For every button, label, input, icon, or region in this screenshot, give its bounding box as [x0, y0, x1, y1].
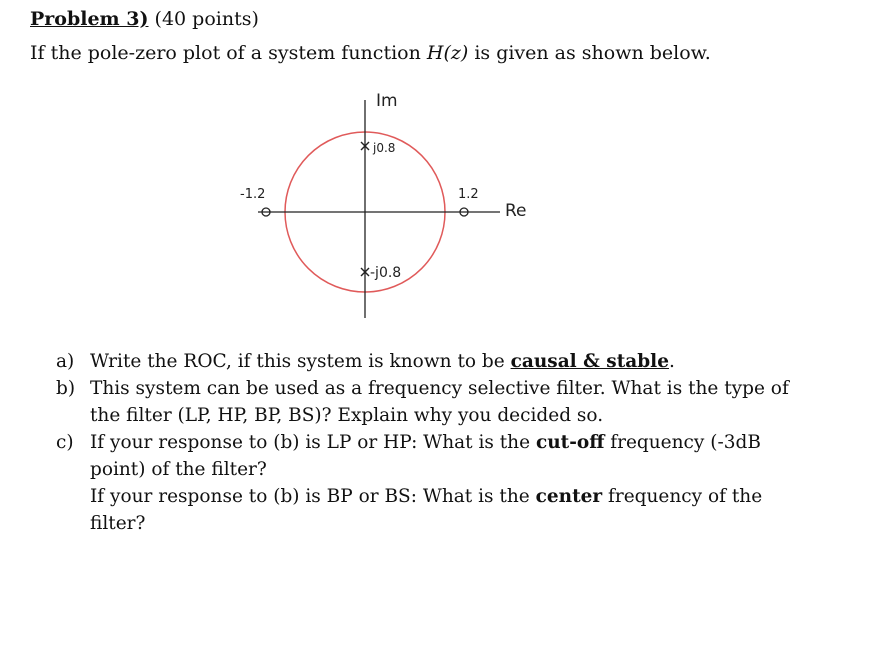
question-c-line1-text: If your response to (b) is LP or HP: What is the	[90, 432, 536, 453]
question-c	[56, 429, 816, 537]
question-b-label: b)	[56, 378, 76, 399]
intro-math: H(z)	[426, 42, 469, 64]
pole-bottom-label: -j0.8	[370, 265, 402, 281]
question-c-label: c)	[56, 432, 74, 453]
question-a-end: .	[668, 351, 675, 372]
re-axis-label: Re	[505, 201, 527, 221]
question-c-line1-end: frequency (-3dB point) of the filter?	[90, 432, 761, 480]
question-c-line2	[90, 483, 816, 537]
zero-left-label: -1.2	[240, 187, 266, 202]
question-a-emphasis: causal & stable	[510, 351, 669, 372]
cutoff-term: cut-off	[535, 432, 605, 453]
question-c-line2-end: frequency of the filter?	[90, 486, 763, 534]
problem-points: (40 points)	[154, 8, 259, 30]
question-c-line1	[90, 429, 816, 483]
pole-top-label: j0.8	[373, 141, 396, 155]
zero-right-label: 1.2	[458, 187, 479, 202]
intro-text-before: If the pole-zero plot of a system function	[30, 42, 427, 64]
im-axis-label: Im	[376, 91, 398, 111]
question-c-line2-text: If your response to (b) is BP or BS: What is the	[90, 486, 536, 507]
problem-number: Problem 3)	[30, 8, 149, 30]
question-a	[56, 348, 816, 375]
question-a-label: a)	[56, 351, 75, 372]
question-b	[56, 375, 816, 429]
question-a-text: Write the ROC, if this system is known to be	[90, 351, 511, 372]
center-term: center	[535, 486, 603, 507]
intro-text-after: is given as shown below.	[468, 42, 711, 64]
question-b-text: This system can be used as a frequency selective filter. What is the type of the filter (LP, HP, BP, BS)? Explain why you decided so.	[90, 378, 789, 426]
question-list	[56, 348, 816, 537]
